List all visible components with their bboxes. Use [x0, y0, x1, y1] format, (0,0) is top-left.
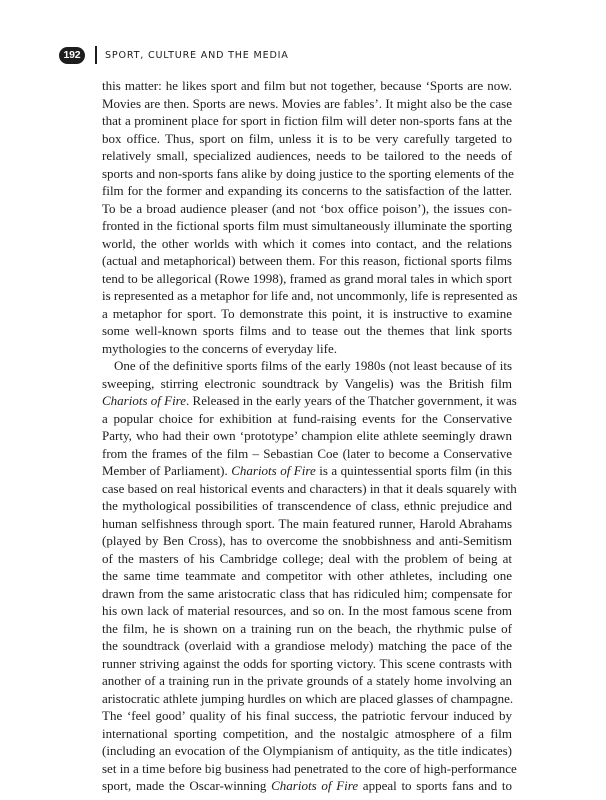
text-line: To be a broad audience pleaser (and not ‘box office poison’), the issues con- — [102, 200, 512, 216]
text-line: the same time teammate and competitor with other athletes, including one — [102, 568, 512, 583]
text-line: a metaphor for sport. To demonstrate this point, it is instructive to examine — [102, 305, 512, 321]
text-line: sports and non-sports fans alike by doing justice to the sporting elements of the — [102, 165, 514, 181]
text-line: sport, made the Oscar-winning Chariots of Fire appeal to sports fans and to — [102, 778, 513, 793]
text-line: mythologies to the concerns of everyday life. — [102, 340, 338, 356]
text-line: is represented as a metaphor for life and, not uncommonly, life is represented as — [102, 288, 518, 303]
text-line: film for the former and expanding its concerns to the satisfaction of the latter. — [102, 183, 512, 198]
text-line: (played by Ben Cross), has to overcome the snobbishness and anti-Semitism — [102, 533, 512, 548]
film-title: Chariots of Fire — [102, 393, 187, 408]
text-line: (actual and metaphorical) between them. For this reason, fictional sports films — [102, 253, 512, 268]
text-line: sweeping, stirring electronic soundtrack by Vangelis) was the British film — [102, 375, 512, 391]
text-line: case based on real historical events and characters) in that it deals squarely with — [102, 480, 517, 496]
text-line: a popular choice for exhibition at fund-raising events for the Conservative — [102, 410, 512, 426]
header-divider — [95, 46, 97, 64]
text-line: The ‘feel good’ quality of his final success, the patriotic fervour induced by — [102, 708, 512, 723]
text-line: Party, who had their own ‘prototype’ champion elite athlete seemingly drawn — [102, 428, 512, 443]
text-line: international sporting competition, and the nostalgic atmosphere of a film — [102, 725, 512, 741]
page-number-badge: 192 — [59, 47, 85, 64]
text-line: One of the definitive sports films of the early 1980s (not least because of its — [114, 358, 512, 373]
film-title: Chariots of Fire — [231, 463, 316, 478]
running-title: SPORT, CULTURE AND THE MEDIA — [105, 49, 289, 61]
text-line: the soundtrack (overlaid with a grandiose melody) matching the pace of the — [102, 638, 512, 653]
text-line: Member of Parliament). Chariots of Fire is a quintessential sports film (in this — [102, 463, 512, 478]
text-line: relatively small, specialized audiences, needs to be tailored to the needs of — [102, 148, 512, 163]
text-line: set in a time before big business had penetrated to the core of high-performance — [102, 760, 517, 776]
text-line: human selfishness through sport. The main featured runner, Harold Abrahams — [102, 515, 512, 531]
text-line: from the frames of the film – Sebastian Coe (later to become a Conservative — [102, 445, 512, 461]
text-line: aristocratic athlete jumping hurdles on which are placed glasses of champagne. — [102, 690, 514, 706]
text-line: fronted in the fictional sports film must simultaneously illuminate the sporting — [102, 218, 512, 233]
text-line: that a prominent place for sport in fiction film will deter non-sports fans at the — [102, 113, 512, 128]
body-text — [102, 77, 518, 795]
text-line: world, the other worlds with which it comes into contact, and the relations — [102, 235, 512, 251]
paragraph-1 — [102, 77, 518, 357]
running-head — [59, 44, 289, 66]
text-line: (including an evocation of the Olympianism of antiquity, as the title indicates) — [102, 743, 512, 758]
text-line: Movies are then. Sports are news. Movies are fables’. It might also be the case — [102, 95, 512, 111]
text-line: some well-known sports films and to tease out the themes that link sports — [102, 323, 512, 338]
text-line: of the masters of his Cambridge college; deal with the problem of being at — [102, 550, 512, 566]
text-line: tend to be allegorical (Rowe 1998), framed as grand moral tales in which sport — [102, 270, 512, 286]
text-line: box office. Thus, sport on film, unless it is to be very carefully targeted to — [102, 130, 512, 146]
text-line: this matter: he likes sport and film but not together, because ‘Sports are now. — [102, 78, 512, 93]
text-line: another of a training run in the private grounds of a stately home involving an — [102, 673, 512, 688]
film-title: Chariots of Fire — [271, 778, 359, 793]
text-line: Chariots of Fire. Released in the early years of the Thatcher government, it was — [102, 393, 517, 408]
text-line: the film, he is shown on a training run on the beach, the rhythmic pulse of — [102, 620, 512, 636]
paragraph-2 — [102, 357, 517, 795]
text-line: the mythological possibilities of transcendence of class, ethnic prejudice and — [102, 498, 512, 513]
text-line: runner striving against the odds for sporting victory. This scene contrasts with — [102, 655, 512, 671]
text-line: drawn from the same aristocratic class that has ridiculed him; compensate for — [102, 585, 512, 601]
text-line: his own lack of material resources, and so on. In the most famous scene from — [102, 603, 512, 618]
